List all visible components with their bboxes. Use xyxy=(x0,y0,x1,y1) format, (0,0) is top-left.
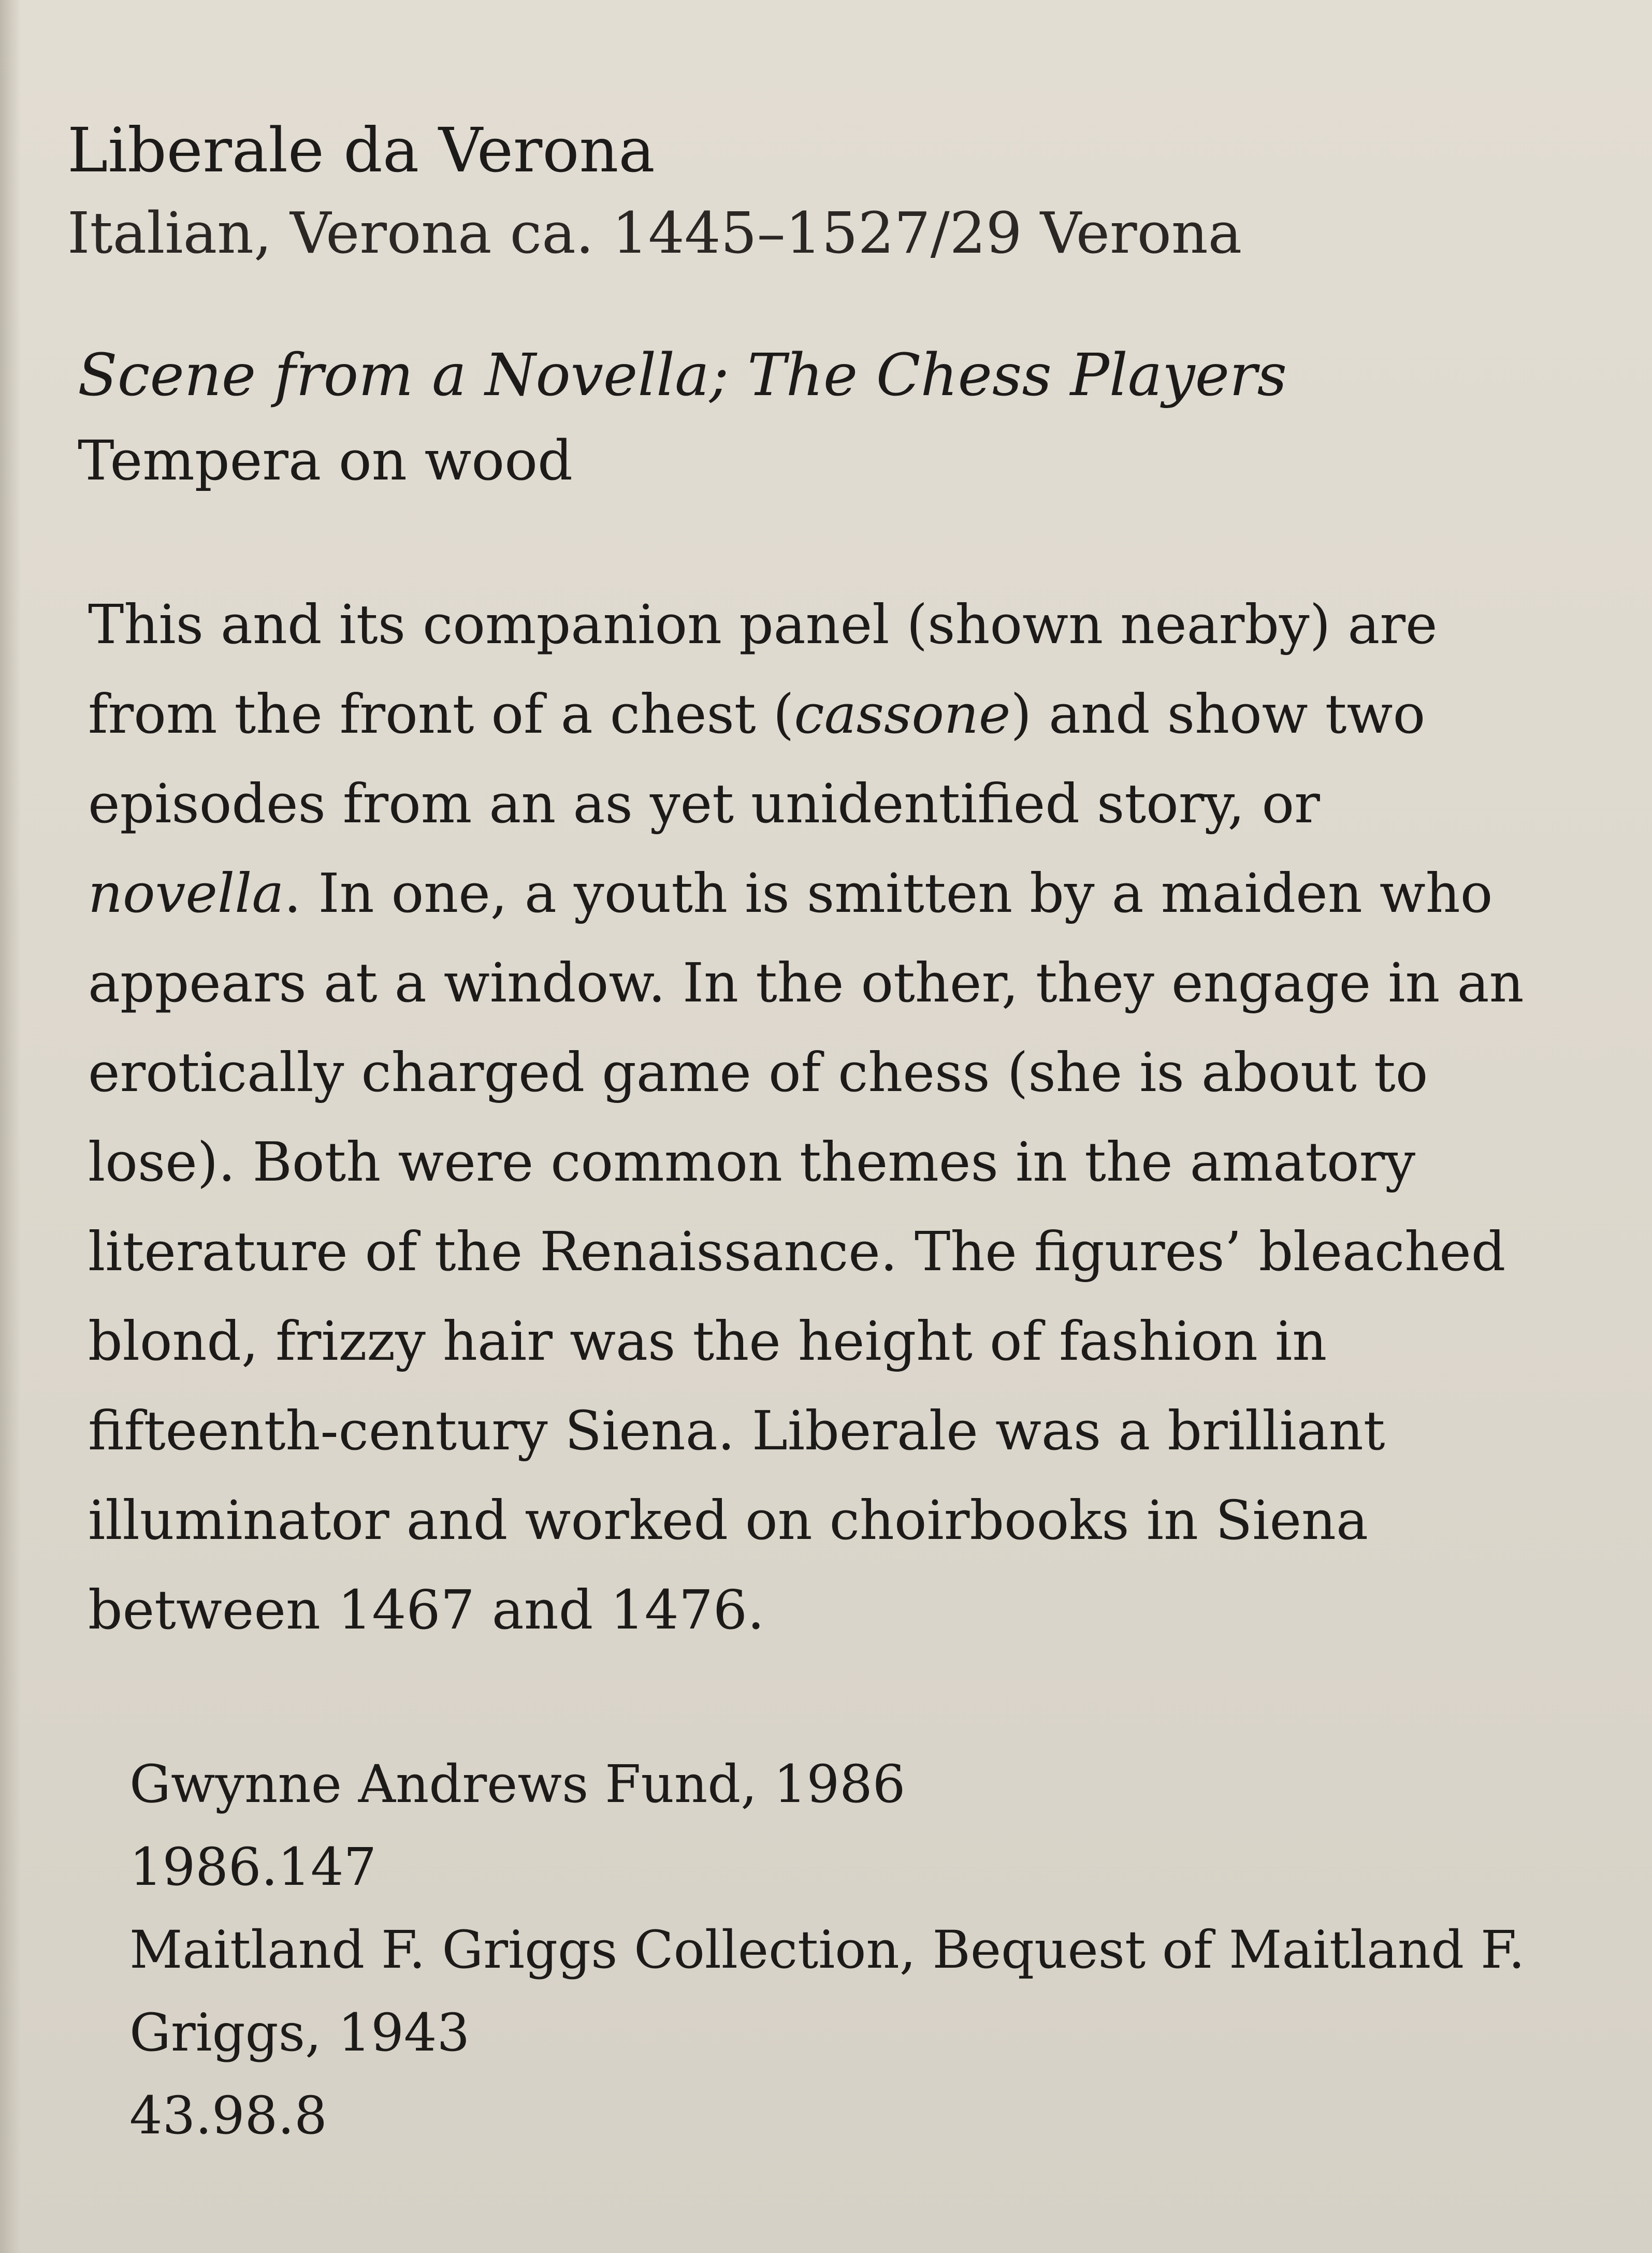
description-line: literature of the Renaissance. The figures’ bleached xyxy=(88,1220,1506,1283)
italic-term-novella: novella xyxy=(88,862,284,925)
description-line: appears at a window. In the other, they engage in an xyxy=(88,951,1524,1014)
accession-number: 43.98.8 xyxy=(129,2085,327,2146)
card-edge-shadow xyxy=(0,0,21,2253)
description-line: blond, frizzy hair was the height of fashion in xyxy=(88,1310,1327,1373)
italic-term-cassone: cassone xyxy=(794,682,1011,746)
credit-lines xyxy=(129,1743,1569,2157)
description-line: illuminator and worked on choirbooks in Siena xyxy=(88,1489,1369,1552)
description-line: between 1467 and 1476. xyxy=(88,1578,765,1641)
credit-collection: Maitland F. Griggs Collection, Bequest of Maitland F. xyxy=(129,1920,1525,1980)
artwork-medium: Tempera on wood xyxy=(78,429,573,492)
description-line: This and its companion panel (shown nearby) are xyxy=(88,593,1438,656)
artwork-title: Scene from a Novella; The Chess Players xyxy=(78,342,1287,409)
description-line: from the front of a chest (cassone) and show two xyxy=(88,682,1426,746)
artist-origin: Italian, Verona ca. 1445–1527/29 Verona xyxy=(67,200,1242,266)
description-line: erotically charged game of chess (she is about to xyxy=(88,1041,1428,1104)
credit-fund: Gwynne Andrews Fund, 1986 xyxy=(129,1754,906,1814)
accession-number: 1986.147 xyxy=(129,1837,377,1897)
label-content xyxy=(67,109,1569,2157)
description-line: episodes from an as yet unidentified story, or xyxy=(88,772,1320,835)
description-line: novella. In one, a youth is smitten by a maiden who xyxy=(88,862,1493,925)
description-text xyxy=(88,580,1590,1655)
description-line: fifteenth-century Siena. Liberale was a brilliant xyxy=(88,1399,1385,1462)
artist-name: Liberale da Verona xyxy=(67,114,655,186)
credit-collection: Griggs, 1943 xyxy=(129,2002,470,2063)
description-line: lose). Both were common themes in the amatory xyxy=(88,1130,1416,1194)
